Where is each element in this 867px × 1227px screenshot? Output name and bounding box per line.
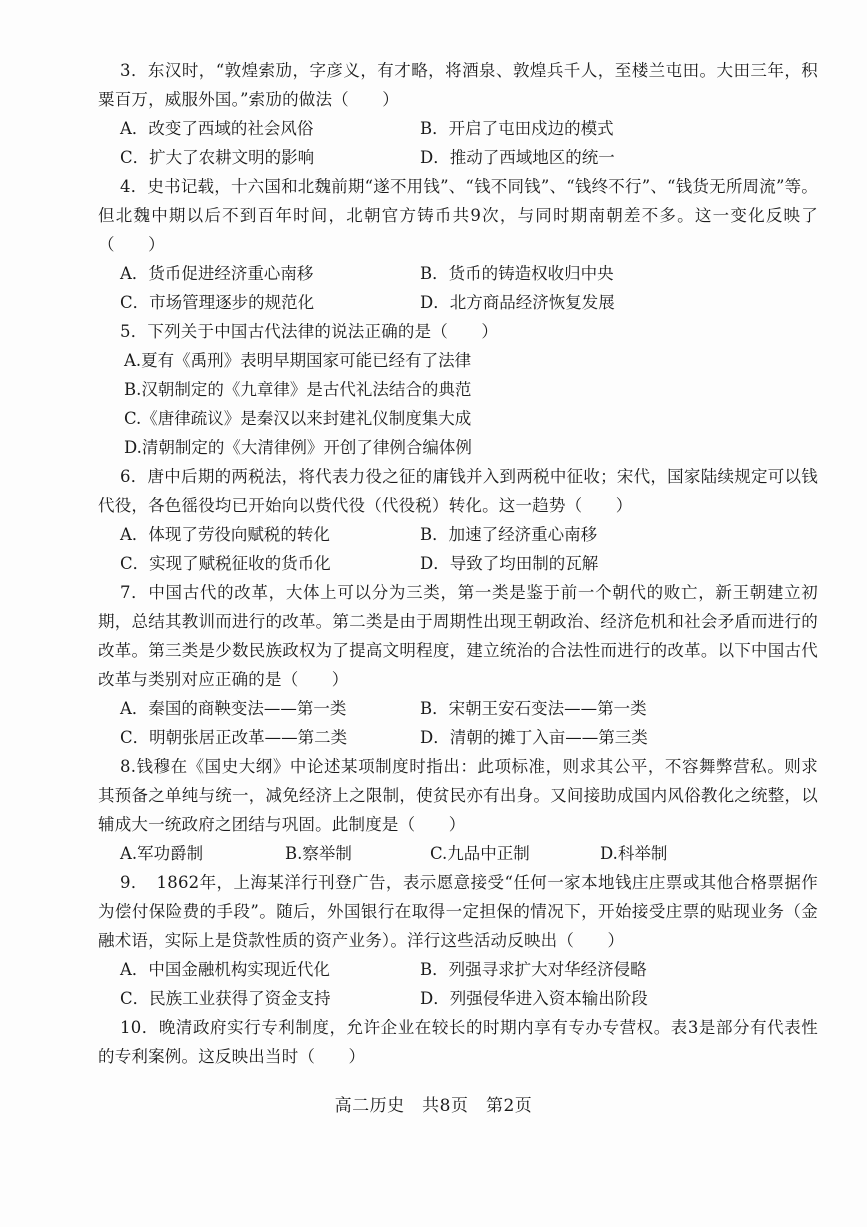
options-question-3 xyxy=(98,114,818,172)
options-question-7 xyxy=(98,694,818,752)
question-6 xyxy=(98,462,818,520)
question-stem: 6．唐中后期的两税法，将代表力役之征的庸钱并入到两税中征收；宋代，国家陆续规定可以钱代役，各色徭役均已开始向以赀代役（代役税）转化。这一趋势（ ） xyxy=(98,467,818,515)
option-a: A．改变了西域的社会风俗 xyxy=(120,119,314,138)
question-stem: 5．下列关于中国古代法律的说法正确的是（ ） xyxy=(120,322,499,341)
question-3 xyxy=(98,56,818,114)
question-stem: 9． 1862年，上海某洋行刊登广告，表示愿意接受“任何一家本地钱庄庄票或其他合格票据作为偿付保险费的手段”。随后，外国银行在取得一定担保的情况下，开始接受庄票的贴现业务（金融术语，实际上是贷款性质的资产业务）。洋行这些活动反映出（ ） xyxy=(98,873,818,950)
option-c: C.九品中正制 xyxy=(430,844,530,863)
option-a: A.军功爵制 xyxy=(120,844,204,863)
question-stem: 10．晚清政府实行专利制度，允许企业在较长的时期内享有专办专营权。表3是部分有代表性的专利案例。这反映出当时（ ） xyxy=(98,1018,818,1066)
option-c: C．民族工业获得了资金支持 xyxy=(120,989,331,1008)
option-b: B．加速了经济重心南移 xyxy=(420,525,598,544)
question-8 xyxy=(98,752,818,839)
page-content xyxy=(98,56,818,1071)
option-d: D.清朝制定的《大清律例》开创了律例合编体例 xyxy=(124,438,472,457)
question-10 xyxy=(98,1013,818,1071)
option-a: A．体现了劳役向赋税的转化 xyxy=(120,525,330,544)
options-question-4 xyxy=(98,259,818,317)
option-d: D．导致了均田制的瓦解 xyxy=(420,554,599,573)
page-footer: 高二历史 共8页 第2页 xyxy=(334,1096,533,1116)
question-stem: 3．东汉时，“敦煌索劢，字彦义，有才略，将酒泉、敦煌兵千人，至楼兰屯田。大田三年，积粟百万，威服外国。”索劢的做法（ ） xyxy=(98,61,818,109)
option-b: B.汉朝制定的《九章律》是古代礼法结合的典范 xyxy=(124,380,472,399)
question-7 xyxy=(98,578,818,694)
option-a: A.夏有《禹刑》表明早期国家可能已经有了法律 xyxy=(124,351,472,370)
option-a: A．秦国的商鞅变法——第一类 xyxy=(120,699,347,718)
option-c: C．扩大了农耕文明的影响 xyxy=(120,148,315,167)
question-9 xyxy=(98,868,818,955)
options-question-9 xyxy=(98,955,818,1013)
options-question-8 xyxy=(98,839,818,868)
option-d: D.科举制 xyxy=(600,844,668,863)
option-b: B．宋朝王安石变法——第一类 xyxy=(420,699,647,718)
option-c: C．市场管理逐步的规范化 xyxy=(120,293,315,312)
option-c: C．实现了赋税征收的货币化 xyxy=(120,554,331,573)
question-5 xyxy=(98,317,818,346)
option-d: D．推动了西域地区的统一 xyxy=(420,148,615,167)
question-stem: 7．中国古代的改革，大体上可以分为三类，第一类是鉴于前一个朝代的败亡，新王朝建立初期，总结其教训而进行的改革。第二类是由于周期性出现王朝政治、经济危机和社会矛盾而进行的改革。第三类是少数民族政权为了提高文明程度，建立统治的合法性而进行的改革。以下中国古代改革与类别对应正确的是（ ） xyxy=(98,583,818,689)
options-question-5 xyxy=(98,346,818,462)
option-d: D．北方商品经济恢复发展 xyxy=(420,293,615,312)
question-stem: 4．史书记载，十六国和北魏前期“遂不用钱”、“钱不同钱”、“钱终不行”、“钱货无所周流”等。但北魏中期以后不到百年时间，北朝官方铸币共9次，与同时期南朝差不多。这一变化反映了（ ） xyxy=(98,177,818,254)
option-c: C．明朝张居正改革——第二类 xyxy=(120,728,348,747)
option-b: B．开启了屯田戍边的模式 xyxy=(420,119,614,138)
question-4 xyxy=(98,172,818,259)
option-d: D．列强侵华进入资本输出阶段 xyxy=(420,989,648,1008)
option-a: A．中国金融机构实现近代化 xyxy=(120,960,330,979)
option-c: C.《唐律疏议》是秦汉以来封建礼仪制度集大成 xyxy=(124,409,472,428)
option-a: A．货币促进经济重心南移 xyxy=(120,264,314,283)
option-d: D．清朝的摊丁入亩——第三类 xyxy=(420,728,648,747)
option-b: B．列强寻求扩大对华经济侵略 xyxy=(420,960,647,979)
option-b: B.察举制 xyxy=(285,844,352,863)
options-question-6 xyxy=(98,520,818,578)
option-b: B．货币的铸造权收归中央 xyxy=(420,264,614,283)
question-stem: 8.钱穆在《国史大纲》中论述某项制度时指出：此项标准，则求其公平，不容舞弊营私。则求其预备之单纯与统一，减免经济上之限制，使贫民亦有出身。又间接助成国内风俗教化之统整，以辅成大一统政府之团结与巩固。此制度是（ ） xyxy=(98,757,818,834)
